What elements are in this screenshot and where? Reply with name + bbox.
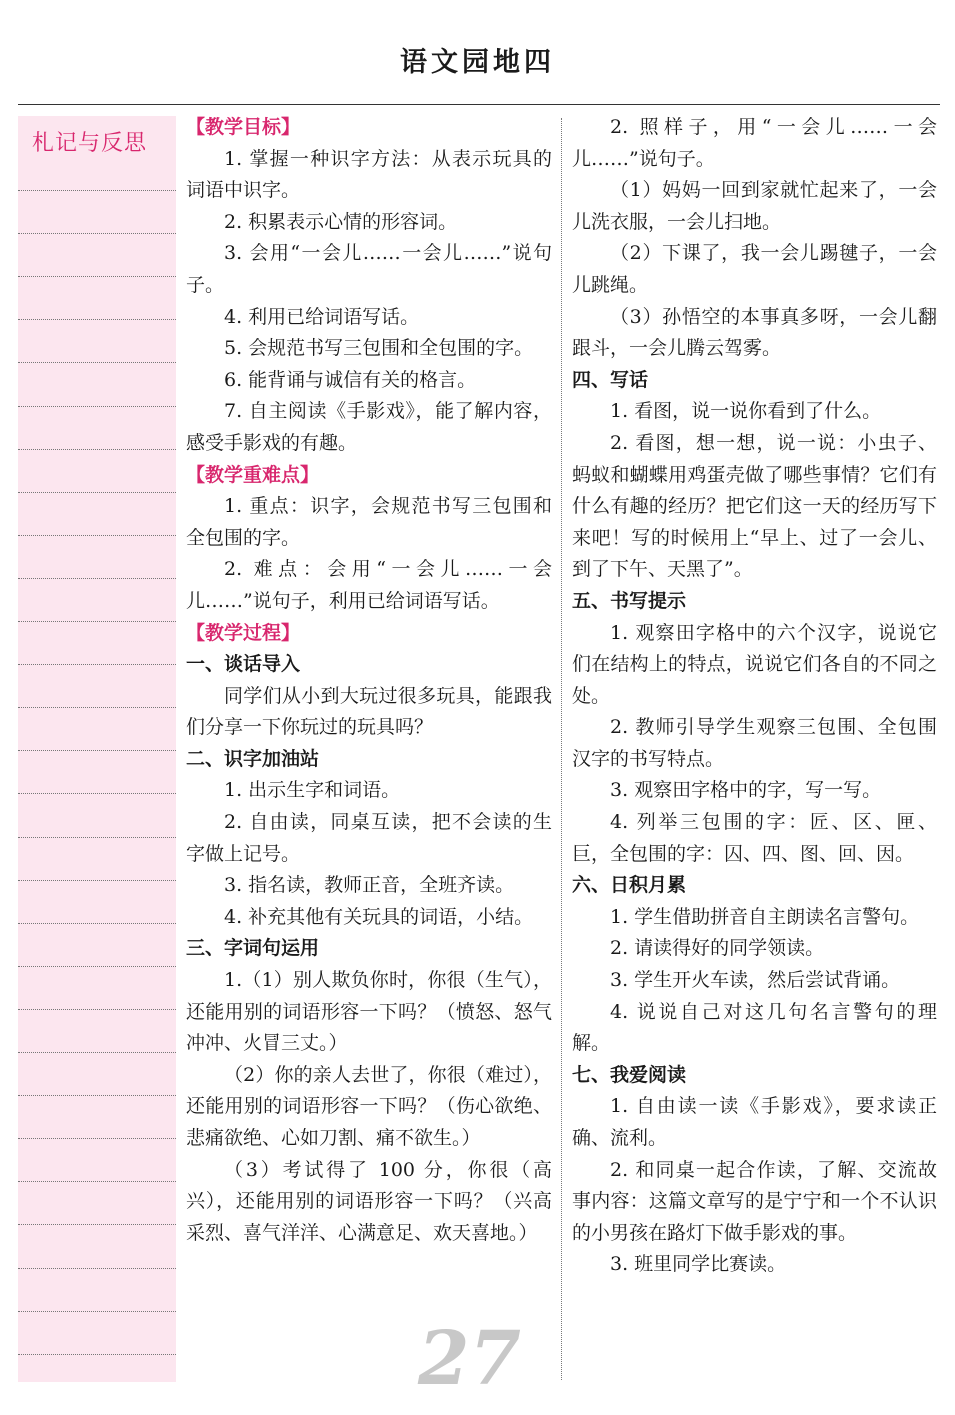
header-rule xyxy=(18,104,940,105)
paragraph: 4. 列举三包围的字：匠、区、匣、巨，全包围的字：囚、四、图、回、因。 xyxy=(572,811,937,865)
paragraph: 2. 和同桌一起合作读，了解、交流故事内容：这篇文章写的是宁宁和一个不认识的小男孩在路灯下做手影戏的事。 xyxy=(572,1158,937,1244)
step-heading: 六、日积月累 xyxy=(572,874,687,897)
paragraph: （2）你的亲人去世了，你很（难过），还能用别的词语形容一下吗？（伤心欲绝、悲痛欲绝、心如刀割、痛不欲生。） xyxy=(186,1063,552,1149)
notes-line xyxy=(18,707,176,708)
paragraph: 1. 出示生字和词语。 xyxy=(224,779,401,802)
paragraph: 3. 学生开火车读，然后尝试背诵。 xyxy=(610,969,901,992)
notes-line xyxy=(18,1138,176,1139)
paragraph: 7. 自主阅读《手影戏》，能了解内容，感受手影戏的有趣。 xyxy=(186,400,552,454)
notes-line xyxy=(18,621,176,622)
paragraph: 6. 能背诵与诚信有关的格言。 xyxy=(224,368,477,391)
step-heading: 四、写话 xyxy=(572,368,649,391)
paragraph: 2. 难点：会用“一会儿……一会儿……”说句子，利用已给词语写话。 xyxy=(186,558,552,612)
notes-line xyxy=(18,319,176,320)
step-heading: 一、谈话导入 xyxy=(186,653,301,676)
paragraph: 3. 指名读，教师正音，全班齐读。 xyxy=(224,874,515,897)
notes-line xyxy=(18,750,176,751)
notes-line xyxy=(18,1268,176,1269)
paragraph: 1. 掌握一种识字方法：从表示玩具的词语中识字。 xyxy=(186,147,552,202)
paragraph: 3. 会用“一会儿……一会儿……”说句子。 xyxy=(186,242,552,296)
paragraph: （3）孙悟空的本事真多呀，一会儿翻跟斗，一会儿腾云驾雾。 xyxy=(572,305,937,360)
notes-line xyxy=(18,406,176,407)
paragraph: 2. 教师引导学生观察三包围、全包围汉字的书写特点。 xyxy=(572,716,937,770)
section-heading: 【教学目标】 xyxy=(186,116,301,138)
paragraph: （3）考试得了 100 分，你很（高兴），还能用别的词语形容一下吗？（兴高采烈、喜气洋洋、心满意足、欢天喜地。） xyxy=(186,1158,552,1244)
paragraph: 1. 重点：识字，会规范书写三包围和全包围的字。 xyxy=(186,495,552,549)
notes-line xyxy=(18,966,176,967)
right-column xyxy=(572,112,937,1281)
paragraph: 1. 观察田字格中的六个汉字，说说它们在结构上的特点，说说它们各自的不同之处。 xyxy=(572,621,937,707)
paragraph: （2）下课了，我一会儿踢毽子，一会儿跳绳。 xyxy=(572,242,937,296)
section-heading: 【教学过程】 xyxy=(186,621,301,644)
notes-line xyxy=(18,923,176,924)
notes-line xyxy=(18,578,176,579)
paragraph: 3. 班里同学比赛读。 xyxy=(610,1253,787,1276)
step-heading: 二、识字加油站 xyxy=(186,747,320,770)
notes-line xyxy=(18,1354,176,1355)
paragraph: （1）妈妈一回到家就忙起来了，一会儿洗衣服，一会儿扫地。 xyxy=(572,179,937,233)
notes-line xyxy=(18,1224,176,1225)
notes-line xyxy=(18,233,176,234)
notes-line xyxy=(18,880,176,881)
notes-title: 札记与反思 xyxy=(32,131,148,156)
paragraph: 2. 积累表示心情的形容词。 xyxy=(224,210,458,233)
paragraph: 5. 会规范书写三包围和全包围的字。 xyxy=(224,337,534,360)
paragraph: 2. 请读得好的同学领读。 xyxy=(610,937,825,960)
notes-line xyxy=(18,362,176,363)
notes-line xyxy=(18,664,176,665)
notes-line xyxy=(18,492,176,493)
paragraph: 2. 自由读，同桌互读，把不会读的生字做上记号。 xyxy=(186,811,552,865)
notes-line xyxy=(18,1009,176,1010)
notes-panel xyxy=(18,116,176,1382)
left-column xyxy=(186,112,552,1249)
column-divider xyxy=(561,118,562,1380)
notes-line xyxy=(18,276,176,277)
page-number: 27 xyxy=(418,1316,521,1402)
paragraph: 2. 看图，想一想，说一说：小虫子、蚂蚁和蝴蝶用鸡蛋壳做了哪些事情？它们有什么有趣的经历？把它们这一天的经历写下来吧！写的时候用上“早上、过了一会儿、到了下午、天黑了”。 xyxy=(572,431,937,581)
paragraph: 4. 说说自己对这几句名言警句的理解。 xyxy=(572,1000,937,1055)
paragraph: 3. 观察田字格中的字，写一写。 xyxy=(610,779,882,802)
step-heading: 三、字词句运用 xyxy=(186,937,320,960)
paragraph: 1. 看图，说一说你看到了什么。 xyxy=(610,400,882,423)
notes-line xyxy=(18,1052,176,1053)
step-heading: 七、我爱阅读 xyxy=(572,1063,687,1086)
paragraph: 1. 学生借助拼音自主朗读名言警句。 xyxy=(610,905,920,928)
paragraph: 4. 补充其他有关玩具的词语，小结。 xyxy=(224,905,534,928)
notes-line xyxy=(18,449,176,450)
notes-line xyxy=(18,535,176,536)
notes-line xyxy=(18,837,176,838)
paragraph: 1.（1）别人欺负你时，你很（生气），还能用别的词语形容一下吗？（愤怒、怒气冲冲、火冒三丈。） xyxy=(186,969,552,1055)
section-heading: 【教学重难点】 xyxy=(186,463,320,486)
paragraph: 1. 自由读一读《手影戏》，要求读正确、流利。 xyxy=(572,1095,937,1149)
notes-line xyxy=(18,1095,176,1096)
notes-line xyxy=(18,190,176,191)
paragraph: 同学们从小到大玩过很多玩具，能跟我们分享一下你玩过的玩具吗？ xyxy=(186,684,552,739)
paragraph: 2. 照样子，用“一会儿……一会儿……”说句子。 xyxy=(572,116,937,170)
step-heading: 五、书写提示 xyxy=(572,589,687,612)
page-title: 语文园地四 xyxy=(400,47,555,78)
paragraph: 4. 利用已给词语写话。 xyxy=(224,305,420,328)
notes-line xyxy=(18,793,176,794)
notes-line xyxy=(18,1311,176,1312)
notes-line xyxy=(18,1181,176,1182)
